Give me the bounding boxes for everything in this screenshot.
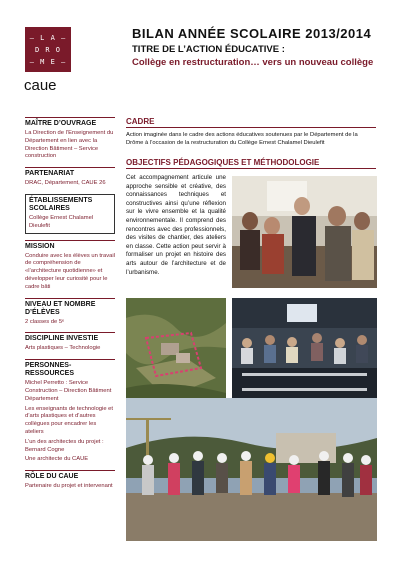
personnes-section	[25, 359, 115, 464]
niveau-text: 2 classes de 5ᵉ	[25, 318, 65, 325]
cadre-heading: CADRE	[126, 117, 376, 128]
aerial-map-photo	[126, 298, 226, 408]
role-text: Partenaire du projet et intervenant	[25, 483, 113, 490]
logo-line-3: — M E —	[29, 58, 67, 66]
partenariat-section	[25, 167, 115, 188]
document-title: BILAN ANNÉE SCOLAIRE 2013/2014	[132, 26, 372, 41]
maitre-section	[25, 117, 115, 161]
mission-heading: MISSION	[25, 242, 55, 250]
etablissements-text: Collège Ernest Chalamel Dieulefit	[29, 214, 94, 229]
personnes-text-4: Une architecte du CAUE	[25, 456, 89, 463]
info-sidebar	[25, 117, 115, 497]
action-title: TITRE DE L’ACTION ÉDUCATIVE :	[132, 44, 285, 55]
classroom-meeting-photo	[232, 176, 377, 288]
objectifs-heading: OBJECTIFS PÉDAGOGIQUES ET MÉTHODOLOGIE	[126, 158, 376, 169]
auditorium-photo	[232, 298, 377, 408]
role-heading: RÔLE DU CAUE	[25, 473, 79, 481]
personnes-heading: PERSONNES-RESSOURCES	[25, 362, 75, 378]
personnes-text-3: L’un des architectes du projet : Bernard Cogne	[25, 438, 104, 453]
discipline-heading: DISCIPLINE INVESTIE	[25, 335, 99, 343]
action-subtitle: Collège en restructuration… vers un nouveau collège	[132, 57, 374, 68]
caue-wordmark: caue	[24, 77, 57, 94]
cadre-text: Action imaginée dans le cadre des actions éducatives soutenues par le Département de la Drôme à l’occasion de la restructuration du Collège Ernest Chalamel Dieulefit	[126, 132, 358, 146]
personnes-text-2: Les enseignants de technologie et d’arts plastiques et d’autres collègues pour encadrer les ateliers	[25, 405, 113, 435]
objectifs-text: Cet accompagnement articule une approche sensible et créative, des connaissances techniques et constructives ainsi qu’une réflexion sur le vivre ensemble et la qualité environnementale. Il comprend des rencontres avec des professionnels, des visites de chantier, des ateliers en classe. Cette action peut servir à formaliser un projet en histoire des arts autour de l’architecture et de l’urbanisme.	[126, 174, 226, 276]
personnes-text-1: Michel Perretto : Service Construction – Direction Bâtiment Département	[25, 380, 112, 402]
partenariat-heading: PARTENARIAT	[25, 170, 75, 178]
discipline-section	[25, 332, 115, 353]
mission-section	[25, 240, 115, 292]
maitre-text: La Direction de l’Enseignement du Département en lien avec la Direction Bâtiment – Service construction	[25, 130, 114, 160]
partenariat-text: DRAC, Département, CAUE 26	[25, 180, 106, 187]
niveau-heading: NIVEAU ET NOMBRE D’ÉLÈVES	[25, 300, 96, 316]
niveau-section	[25, 298, 115, 327]
etablissements-box	[25, 194, 115, 234]
caue-logo	[25, 27, 71, 72]
etablissements-heading: ÉTABLISSEMENTS SCOLAIRES	[29, 196, 93, 212]
mission-text: Conduire avec les élèves un travail de compréhension de «l’architecture quotidienne» et développer leur curiosité pour le cadre bâti	[25, 252, 115, 290]
site-visit-photo	[126, 398, 377, 541]
logo-line-1: — L A —	[29, 34, 67, 42]
role-section	[25, 470, 115, 491]
maitre-heading: MAÎTRE D’OUVRAGE	[25, 120, 97, 127]
discipline-text: Arts plastiques – Technologie	[25, 345, 101, 352]
logo-line-2: D R O	[34, 46, 62, 54]
